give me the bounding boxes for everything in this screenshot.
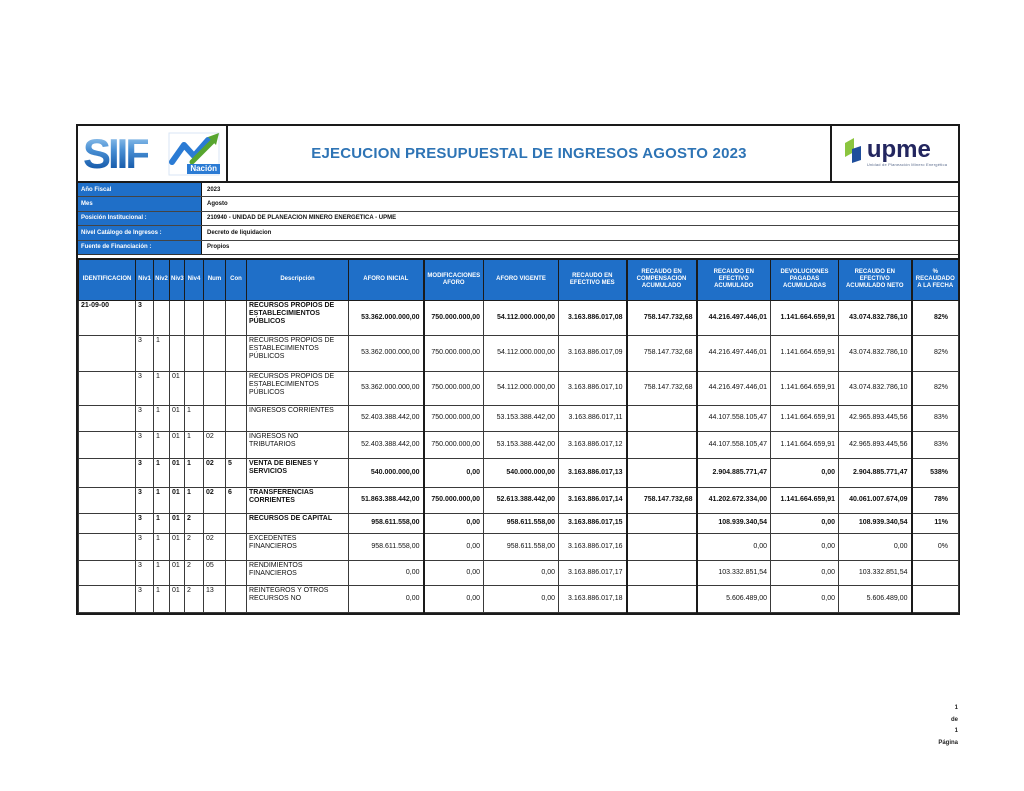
table-cell: 01 [170, 533, 185, 560]
table-cell [226, 431, 247, 458]
table-cell [226, 300, 247, 335]
column-header: MODIFICACIONES AFORO [424, 259, 484, 301]
table-cell: 750.000.000,00 [424, 487, 484, 513]
column-header: AFORO VIGENTE [484, 259, 559, 301]
table-cell [226, 560, 247, 585]
column-header: Niv3 [170, 259, 185, 301]
table-cell: 0,00 [484, 560, 559, 585]
table-cell: 02 [204, 458, 226, 487]
table-cell [627, 431, 697, 458]
table-row [79, 533, 959, 560]
table-cell: 54.112.000.000,00 [484, 335, 559, 371]
column-header: Niv2 [154, 259, 170, 301]
table-cell: 01 [170, 458, 185, 487]
table-cell: 750.000.000,00 [424, 371, 484, 405]
table-row [79, 560, 959, 585]
table-cell [79, 487, 136, 513]
table-cell: 0,00 [839, 533, 912, 560]
table-cell: REINTEGROS Y OTROS RECURSOS NO [247, 585, 349, 612]
table-cell: 540.000.000,00 [484, 458, 559, 487]
table-body [79, 300, 959, 612]
table-cell: RECURSOS PROPIOS DE ESTABLECIMIENTOS PÚBLICOS [247, 335, 349, 371]
table-cell [79, 513, 136, 533]
table-cell: 42.965.893.445,56 [839, 405, 912, 431]
table-cell: 1 [154, 405, 170, 431]
table-cell [185, 300, 204, 335]
table-cell: 53.362.000.000,00 [349, 371, 424, 405]
table-cell: 1 [185, 405, 204, 431]
table-cell: 750.000.000,00 [424, 335, 484, 371]
siif-chart-icon [168, 132, 220, 176]
table-cell: 1 [154, 560, 170, 585]
metadata-label: Fuente de Financiación : [78, 241, 202, 254]
table-cell: RECURSOS PROPIOS DE ESTABLECIMIENTOS PÚBLICOS [247, 371, 349, 405]
table-cell: 3 [136, 458, 154, 487]
table-cell: 3.163.886.017,12 [559, 431, 627, 458]
metadata-label: Posición Institucional : [78, 212, 202, 225]
table-cell: 83% [912, 405, 959, 431]
table-cell: 3.163.886.017,17 [559, 560, 627, 585]
table-cell [226, 533, 247, 560]
table-cell [627, 533, 697, 560]
table-cell: 2 [185, 585, 204, 612]
table-cell: 43.074.832.786,10 [839, 300, 912, 335]
report-header-band [78, 126, 958, 183]
metadata-value: Agosto [207, 201, 228, 208]
table-cell: 01 [170, 585, 185, 612]
column-header: Descripción [247, 259, 349, 301]
table-cell: 0,00 [484, 585, 559, 612]
table-cell [79, 431, 136, 458]
table-cell: 01 [170, 487, 185, 513]
table-cell: 01 [170, 371, 185, 405]
table-cell: INGRESOS CORRIENTES [247, 405, 349, 431]
table-cell [204, 300, 226, 335]
table-cell: 3 [136, 431, 154, 458]
table-cell: 5 [226, 458, 247, 487]
table-cell: 82% [912, 335, 959, 371]
table-cell: 2.904.885.771,47 [697, 458, 771, 487]
table-cell: 3 [136, 405, 154, 431]
table-cell: 958.611.558,00 [484, 513, 559, 533]
table-cell [204, 371, 226, 405]
table-cell: 108.939.340,54 [697, 513, 771, 533]
table-row [79, 405, 959, 431]
table-cell: 82% [912, 371, 959, 405]
table-cell: 01 [170, 431, 185, 458]
table-cell: 1 [154, 371, 170, 405]
table-cell: 83% [912, 431, 959, 458]
table-cell: 11% [912, 513, 959, 533]
column-header: RECAUDO EN EFECTIVO ACUMULADO [697, 259, 771, 301]
column-header: % RECAUDADO A LA FECHA [912, 259, 959, 301]
table-cell [79, 533, 136, 560]
table-cell [627, 585, 697, 612]
table-cell: 43.074.832.786,10 [839, 335, 912, 371]
column-header: RECAUDO EN EFECTIVO MES [559, 259, 627, 301]
table-row [79, 458, 959, 487]
table-cell: 2.904.885.771,47 [839, 458, 912, 487]
table-cell: RECURSOS PROPIOS DE ESTABLECIMIENTOS PÚBLICOS [247, 300, 349, 335]
table-cell: 6 [226, 487, 247, 513]
table-row [79, 513, 959, 533]
table-cell: 958.611.558,00 [484, 533, 559, 560]
table-cell: 42.965.893.445,56 [839, 431, 912, 458]
column-header: Num [204, 259, 226, 301]
table-cell [912, 585, 959, 612]
table-cell: 0,00 [424, 513, 484, 533]
table-cell [627, 560, 697, 585]
table-cell: 2 [185, 513, 204, 533]
metadata-label: Mes [78, 197, 202, 210]
metadata-value: Propios [207, 244, 230, 251]
table-cell: 1.141.664.659,91 [771, 487, 839, 513]
table-cell: 103.332.851,54 [839, 560, 912, 585]
table-cell: 3 [136, 487, 154, 513]
table-cell: 1 [185, 458, 204, 487]
table-cell: 3.163.886.017,14 [559, 487, 627, 513]
table-cell [627, 513, 697, 533]
table-cell: 54.112.000.000,00 [484, 300, 559, 335]
table-cell [170, 300, 185, 335]
table-cell [79, 371, 136, 405]
column-header: AFORO INICIAL [349, 259, 424, 301]
table-cell: 1 [154, 431, 170, 458]
table-cell: EXCEDENTES FINANCIEROS [247, 533, 349, 560]
table-cell: 758.147.732,68 [627, 335, 697, 371]
table-cell: 3.163.886.017,16 [559, 533, 627, 560]
table-cell: 0,00 [424, 585, 484, 612]
table-cell: 1.141.664.659,91 [771, 431, 839, 458]
table-cell: 52.613.388.442,00 [484, 487, 559, 513]
table-cell [627, 458, 697, 487]
table-cell: 1 [154, 513, 170, 533]
table-cell [627, 405, 697, 431]
table-cell: 3.163.886.017,11 [559, 405, 627, 431]
table-cell [226, 405, 247, 431]
table-row [79, 585, 959, 612]
metadata-label: Año Fiscal [78, 183, 202, 196]
table-cell: 53.153.388.442,00 [484, 405, 559, 431]
table-cell [226, 335, 247, 371]
table-cell: 3 [136, 513, 154, 533]
table-cell: 5.606.489,00 [839, 585, 912, 612]
table-cell: 53.362.000.000,00 [349, 335, 424, 371]
table-cell [79, 560, 136, 585]
table-row [79, 371, 959, 405]
table-cell: 538% [912, 458, 959, 487]
table-row [79, 335, 959, 371]
table-cell: RENDIMIENTOS FINANCIEROS [247, 560, 349, 585]
upme-logo-text: upme [866, 136, 931, 164]
table-cell: 02 [204, 431, 226, 458]
table-cell: 758.147.732,68 [627, 487, 697, 513]
metadata-label: Nivel Catálogo de Ingresos : [78, 226, 202, 239]
column-header: RECAUDO EN COMPENSACION ACUMULADO [627, 259, 697, 301]
table-cell: 52.403.388.442,00 [349, 405, 424, 431]
table-cell: INGRESOS NO TRIBUTARIOS [247, 431, 349, 458]
metadata-value: 210940 - UNIDAD DE PLANEACION MINERO ENERGETICA - UPME [207, 215, 397, 222]
table-cell: 1.141.664.659,91 [771, 405, 839, 431]
table-cell: 44.216.497.446,01 [697, 335, 771, 371]
table-cell: 44.216.497.446,01 [697, 300, 771, 335]
upme-logo-tagline: Unidad de Planeación Minero Energética [866, 161, 948, 167]
table-cell: 0,00 [424, 560, 484, 585]
page-footer-line: 1 [954, 705, 958, 711]
table-cell: 0,00 [424, 533, 484, 560]
metadata-row [78, 183, 958, 197]
table-cell: 05 [204, 560, 226, 585]
table-cell: 0,00 [771, 513, 839, 533]
table-cell: 103.332.851,54 [697, 560, 771, 585]
metadata-row [78, 197, 958, 211]
table-cell: 1.141.664.659,91 [771, 300, 839, 335]
table-cell: 54.112.000.000,00 [484, 371, 559, 405]
report-sheet [76, 124, 960, 615]
table-cell: 0,00 [771, 585, 839, 612]
table-cell: 82% [912, 300, 959, 335]
table-cell: 78% [912, 487, 959, 513]
table-cell: 3 [136, 585, 154, 612]
table-cell: 21-09-00 [79, 300, 136, 335]
table-cell: 3.163.886.017,13 [559, 458, 627, 487]
metadata-row [78, 241, 958, 254]
upme-logo [830, 126, 958, 181]
table-cell: 750.000.000,00 [424, 405, 484, 431]
table-cell: VENTA DE BIENES Y SERVICIOS [247, 458, 349, 487]
table-cell [185, 371, 204, 405]
column-header: IDENTIFICACION [79, 259, 136, 301]
table-cell: 41.202.672.334,00 [697, 487, 771, 513]
table-cell: 958.611.558,00 [349, 533, 424, 560]
table-cell: 1 [185, 487, 204, 513]
table-cell: 1 [154, 487, 170, 513]
table-cell: 1 [154, 458, 170, 487]
table-cell: 02 [204, 487, 226, 513]
table-cell: 0,00 [771, 533, 839, 560]
table-cell: RECURSOS DE CAPITAL [247, 513, 349, 533]
table-cell: 40.061.007.674,09 [839, 487, 912, 513]
table-cell: 53.153.388.442,00 [484, 431, 559, 458]
table-cell: 540.000.000,00 [349, 458, 424, 487]
table-cell: 3.163.886.017,18 [559, 585, 627, 612]
table-cell: 0% [912, 533, 959, 560]
table-cell: 01 [170, 405, 185, 431]
table-cell: 0,00 [771, 560, 839, 585]
table-cell: 44.107.558.105,47 [697, 431, 771, 458]
table-cell: 44.216.497.446,01 [697, 371, 771, 405]
table-cell: 43.074.832.786,10 [839, 371, 912, 405]
table-cell [226, 513, 247, 533]
table-cell: 3 [136, 560, 154, 585]
table-cell: 108.939.340,54 [839, 513, 912, 533]
table-cell: 958.611.558,00 [349, 513, 424, 533]
table-cell: 0,00 [349, 585, 424, 612]
siif-logo [78, 126, 228, 181]
table-cell: 0,00 [697, 533, 771, 560]
table-cell: 0,00 [771, 458, 839, 487]
table-cell: 750.000.000,00 [424, 300, 484, 335]
page-footer-line: 1 [954, 728, 958, 734]
table-cell [226, 585, 247, 612]
table-cell: 758.147.732,68 [627, 300, 697, 335]
table-cell [79, 585, 136, 612]
table-row [79, 431, 959, 458]
table-cell [154, 300, 170, 335]
table-header-row [79, 259, 959, 301]
table-cell [79, 458, 136, 487]
table-cell [79, 335, 136, 371]
siif-logo-subtext: Nación [187, 164, 220, 174]
metadata-value: 2023 [207, 186, 221, 193]
table-cell [170, 335, 185, 371]
table-cell [204, 513, 226, 533]
column-header: Niv4 [185, 259, 204, 301]
table-cell: 0,00 [424, 458, 484, 487]
table-cell: 2 [185, 533, 204, 560]
page-footer [924, 703, 958, 749]
table-cell: 3.163.886.017,15 [559, 513, 627, 533]
table-cell: 1 [154, 533, 170, 560]
column-header: Niv1 [136, 259, 154, 301]
table-cell: 1 [154, 335, 170, 371]
page-footer-line: Página [938, 739, 958, 746]
table-row [79, 300, 959, 335]
table-cell: 5.606.489,00 [697, 585, 771, 612]
table-cell: 51.863.388.442,00 [349, 487, 424, 513]
budget-table [78, 258, 959, 613]
table-cell: 1 [154, 585, 170, 612]
table-cell: 3 [136, 335, 154, 371]
table-cell [204, 405, 226, 431]
column-header: RECAUDO EN EFECTIVO ACUMULADO NETO [839, 259, 912, 301]
metadata-value: Decreto de liquidacion [207, 229, 272, 236]
table-cell [204, 335, 226, 371]
table-cell: 3 [136, 533, 154, 560]
table-cell: 13 [204, 585, 226, 612]
table-cell: 2 [185, 560, 204, 585]
table-cell: 1.141.664.659,91 [771, 335, 839, 371]
table-row [79, 487, 959, 513]
page-title: EJECUCION PRESUPUESTAL DE INGRESOS AGOSTO 2023 [311, 145, 747, 162]
table-cell: 02 [204, 533, 226, 560]
table-cell: 3.163.886.017,08 [559, 300, 627, 335]
siif-logo-text: SIIF [83, 129, 149, 177]
page-footer-line: de [950, 716, 958, 723]
column-header: DEVOLUCIONES PAGADAS ACUMULADAS [771, 259, 839, 301]
table-cell: 52.403.388.442,00 [349, 431, 424, 458]
table-cell: 1 [185, 431, 204, 458]
table-cell: 01 [170, 513, 185, 533]
metadata-row [78, 212, 958, 226]
table-cell: 01 [170, 560, 185, 585]
table-cell: 3 [136, 371, 154, 405]
table-cell [79, 405, 136, 431]
table-cell: 3 [136, 300, 154, 335]
table-cell: TRANSFERENCIAS CORRIENTES [247, 487, 349, 513]
table-cell [912, 560, 959, 585]
table-cell: 3.163.886.017,09 [559, 335, 627, 371]
table-cell [226, 371, 247, 405]
table-cell: 750.000.000,00 [424, 431, 484, 458]
table-cell: 1.141.664.659,91 [771, 371, 839, 405]
upme-icon [843, 137, 863, 170]
table-cell: 0,00 [349, 560, 424, 585]
metadata-section [78, 183, 958, 255]
metadata-row [78, 226, 958, 240]
table-cell [185, 335, 204, 371]
table-cell: 53.362.000.000,00 [349, 300, 424, 335]
table-cell: 3.163.886.017,10 [559, 371, 627, 405]
column-header: Con [226, 259, 247, 301]
table-cell: 44.107.558.105,47 [697, 405, 771, 431]
table-cell: 758.147.732,68 [627, 371, 697, 405]
